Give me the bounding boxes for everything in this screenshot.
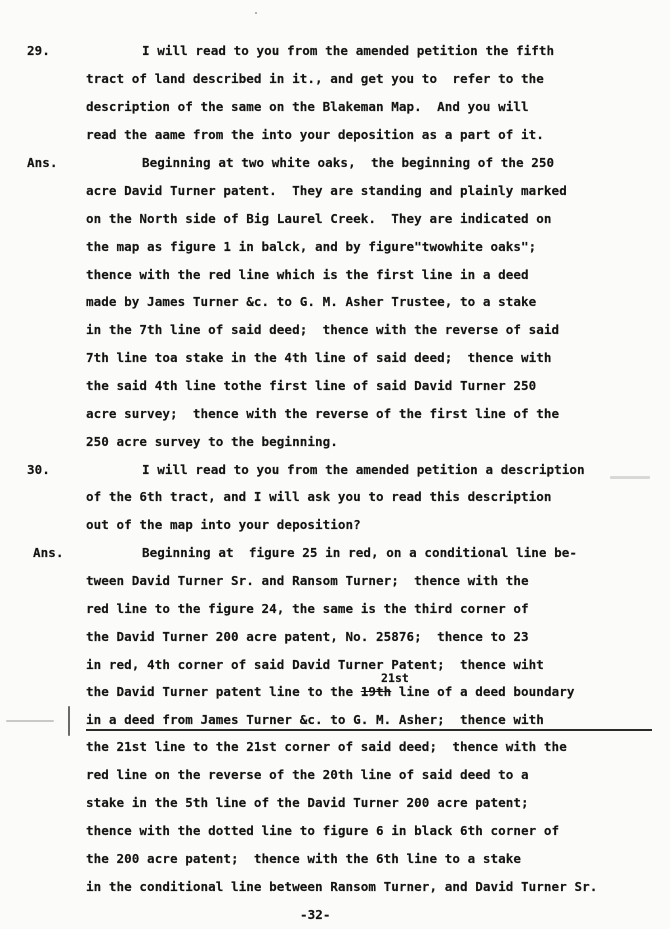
inserted-correction: 21st: [381, 671, 409, 685]
text-line: description of the same on the Blakeman Map. And you will: [86, 99, 529, 114]
text-line: in the conditional line between Ransom Turner, and David Turner Sr.: [86, 879, 598, 894]
text-line: I will read to you from the amended petition the fifth: [142, 43, 555, 58]
text-line: I will read to you from the amended petition a description: [142, 462, 585, 477]
text-line: in red, 4th corner of said David Turner Patent; thence wiht: [86, 657, 544, 672]
answer-label: Ans.: [33, 545, 64, 560]
text-line: red line on the reverse of the 20th line of said deed to a: [86, 767, 529, 782]
text-line: in the 7th line of said deed; thence with the reverse of said: [86, 322, 560, 337]
answer-label: Ans.: [27, 155, 58, 170]
text-line: thence with the red line which is the first line in a deed: [86, 267, 529, 282]
scan-smudge: [6, 720, 54, 722]
corrected-line: [86, 684, 574, 700]
struck-text: 19th: [360, 684, 392, 699]
text-line: in a deed from James Turner &c. to G. M. Asher; thence with: [86, 712, 544, 727]
question-number: 30.: [27, 462, 50, 477]
text-segment: line of a deed boundary: [391, 684, 575, 699]
text-segment: the David Turner patent line to the: [86, 684, 361, 699]
text-line: the map as figure 1 in balck, and by figure"twowhite oaks";: [86, 239, 537, 254]
text-line: of the 6th tract, and I will ask you to read this description: [86, 489, 552, 504]
text-line: the David Turner 200 acre patent, No. 25876; thence to 23: [86, 629, 529, 644]
text-line: on the North side of Big Laurel Creek. They are indicated on: [86, 211, 552, 226]
text-line: thence with the dotted line to figure 6 in black 6th corner of: [86, 823, 560, 838]
text-line: the 21st line to the 21st corner of said deed; thence with the: [86, 739, 567, 754]
text-line: the said 4th line tothe first line of said David Turner 250: [86, 378, 537, 393]
question-number: 29.: [27, 43, 50, 58]
text-line: Beginning at two white oaks, the beginning of the 250: [142, 155, 555, 170]
text-line: Beginning at figure 25 in red, on a conditional line be-: [142, 545, 578, 560]
scan-speck: [255, 12, 257, 14]
text-line: acre survey; thence with the reverse of the first line of the: [86, 406, 560, 421]
scan-smudge: [610, 476, 650, 479]
text-line: stake in the 5th line of the David Turner 200 acre patent;: [86, 795, 529, 810]
text-line: read the aame from the into your deposition as a part of it.: [86, 127, 544, 142]
text-line: out of the map into your deposition?: [86, 517, 361, 532]
text-line: acre David Turner patent. They are standing and plainly marked: [86, 183, 567, 198]
scan-mark: [68, 706, 70, 736]
text-line: red line to the figure 24, the same is the third corner of: [86, 601, 529, 616]
text-line: tween David Turner Sr. and Ransom Turner; thence with the: [86, 573, 529, 588]
text-line: tract of land described in it., and get you to refer to the: [86, 71, 544, 86]
text-line: 250 acre survey to the beginning.: [86, 434, 338, 449]
text-line: 7th line toa stake in the 4th line of said deed; thence with: [86, 350, 552, 365]
underline-rule: [86, 729, 652, 731]
page-number: -32-: [300, 907, 331, 922]
text-line: the 200 acre patent; thence with the 6th line to a stake: [86, 851, 522, 866]
text-line: made by James Turner &c. to G. M. Asher Trustee, to a stake: [86, 294, 537, 309]
